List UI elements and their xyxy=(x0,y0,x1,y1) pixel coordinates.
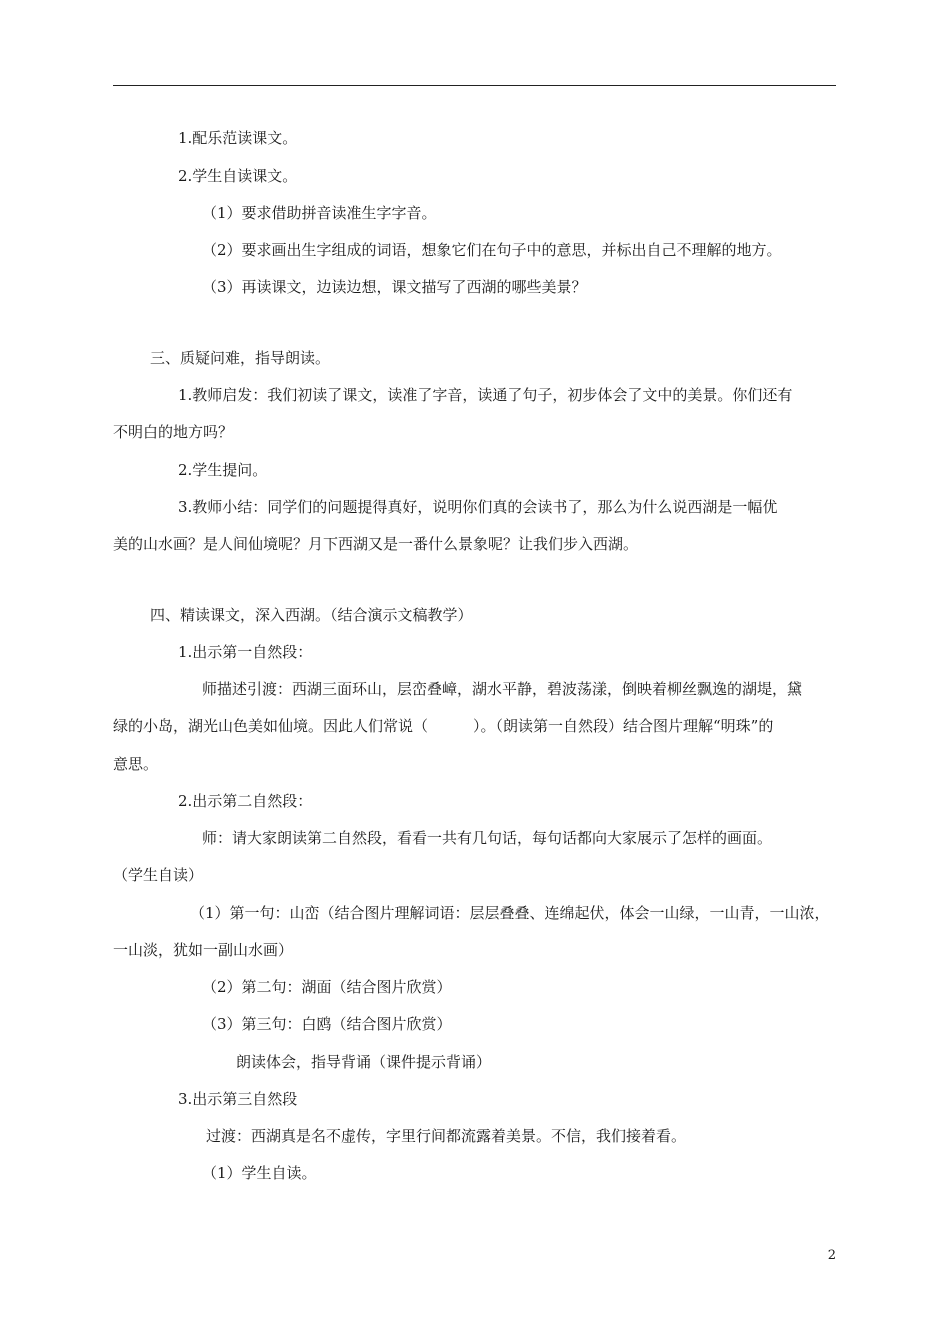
text-line: 2.学生提问。 xyxy=(178,461,268,479)
text-line: 过渡：西湖真是名不虚传，字里行间都流露着美景。不信，我们接着看。 xyxy=(206,1127,687,1145)
text-line: 2.出示第二自然段： xyxy=(178,792,313,810)
text-line: （3）再读课文，边读边想，课文描写了西湖的哪些美景？ xyxy=(202,278,587,296)
text-line: 美的山水画？是人间仙境呢？月下西湖又是一番什么景象呢？让我们步入西湖。 xyxy=(113,535,639,553)
text-line: 1.配乐范读课文。 xyxy=(178,129,298,147)
text-line: （1）第一句：山峦（结合图片理解词语：层层叠叠、连绵起伏，体会一山绿，一山青，一山浓， xyxy=(190,904,830,922)
page-number: 2 xyxy=(827,1248,836,1263)
text-line: （学生自读） xyxy=(113,866,204,884)
text-line: 不明白的地方吗？ xyxy=(113,423,234,441)
text-line: 2.学生自读课文。 xyxy=(178,167,298,185)
text-line: （2）要求画出生字组成的词语，想象它们在句子中的意思，并标出自己不理解的地方。 xyxy=(202,241,782,259)
text-line: （1）学生自读。 xyxy=(202,1164,317,1182)
text-line: 师描述引渡：西湖三面环山，层峦叠嶂，湖水平静，碧波荡漾，倒映着柳丝飘逸的湖堤，黛 xyxy=(202,680,803,698)
section-heading: 四、精读课文，深入西湖。（结合演示文稿教学） xyxy=(150,606,473,624)
text-line: （2）第二句：湖面（结合图片欣赏） xyxy=(202,978,452,996)
header-rule xyxy=(113,85,836,86)
text-line: 1.教师启发：我们初读了课文，读准了字音，读通了句子，初步体会了文中的美景。你们还有 xyxy=(178,386,793,404)
text-line: 朗读体会，指导背诵（课件提示背诵） xyxy=(236,1053,492,1071)
text-line: 绿的小岛，湖光山色美如仙境。因此人们常说（ ）。（朗读第一自然段）结合图片理解“明珠”的 xyxy=(113,717,774,735)
text-line: 一山淡，犹如一副山水画） xyxy=(113,941,294,959)
text-line: 意思。 xyxy=(113,755,159,773)
text-line: （3）第三句：白鸥（结合图片欣赏） xyxy=(202,1015,452,1033)
text-line: 1.出示第一自然段： xyxy=(178,643,313,661)
text-line: 3.出示第三自然段 xyxy=(178,1090,298,1108)
text-line: 师：请大家朗读第二自然段，看看一共有几句话，每句话都向大家展示了怎样的画面。 xyxy=(202,829,773,847)
text-line: 3.教师小结：同学们的问题提得真好，说明你们真的会读书了，那么为什么说西湖是一幅优 xyxy=(178,498,778,516)
section-heading: 三、质疑问难，指导朗读。 xyxy=(150,349,331,367)
text-line: （1）要求借助拼音读准生字字音。 xyxy=(202,204,437,222)
